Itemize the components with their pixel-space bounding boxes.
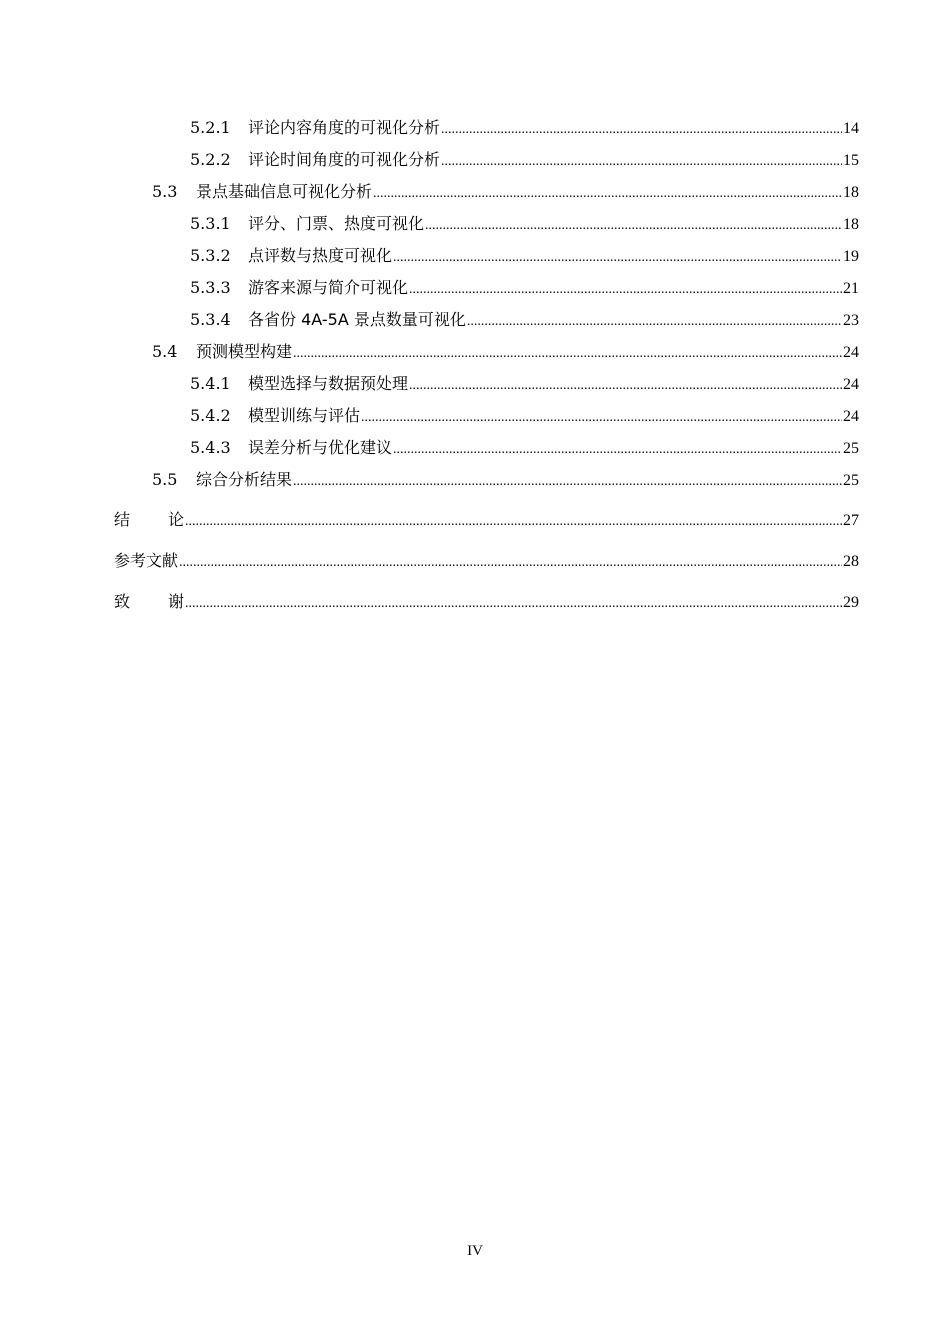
dot-leader [441,152,842,172]
toc-entry-title: 景点基础信息可视化分析 [196,182,373,201]
dot-leader [179,553,842,573]
toc-entry-5-3-4[interactable] [114,310,859,342]
table-of-contents [114,118,859,633]
dot-leader [409,280,842,300]
toc-entry-title: 各省份 4A-5A 景点数量可视化 [248,310,466,329]
toc-entry-page: 18 [843,216,859,233]
toc-entry-number: 5.3.4 [190,310,231,329]
dot-leader [425,216,842,236]
toc-entry-conclusion[interactable] [114,510,859,551]
toc-entry-5-4-1[interactable] [114,374,859,406]
toc-entry-5-4-3[interactable] [114,438,859,470]
toc-entry-title: 参考文献 [114,551,179,570]
toc-entry-page: 15 [843,152,859,169]
toc-entry-number: 5.4 [152,342,178,361]
toc-entry-title: 评论内容角度的可视化分析 [248,118,441,137]
toc-entry-title: 评分、门票、热度可视化 [248,214,425,233]
toc-entry-page: 24 [843,376,859,393]
toc-entry-number: 5.3.2 [190,246,231,265]
dot-leader [441,120,842,140]
toc-entry-title: 模型选择与数据预处理 [248,374,409,393]
toc-entry-page: 29 [843,594,859,611]
dot-leader [373,184,842,204]
dot-leader [185,594,842,614]
toc-entry-5-3[interactable] [114,182,859,214]
dot-leader [393,248,842,268]
toc-entry-number: 5.3.1 [190,214,231,233]
toc-entry-acknowledgements[interactable] [114,592,859,633]
toc-entry-number: 5.3 [152,182,178,201]
toc-entry-page: 25 [843,440,859,457]
dot-leader [361,408,842,428]
dot-leader [293,472,842,492]
toc-entry-page: 23 [843,312,859,329]
toc-entry-page: 28 [843,553,859,570]
toc-entry-title: 模型训练与评估 [248,406,361,425]
toc-entry-page: 14 [843,120,859,137]
toc-entry-page: 24 [843,344,859,361]
toc-entry-page: 24 [843,408,859,425]
toc-entry-number: 5.5 [152,470,178,489]
dot-leader [185,512,842,532]
toc-entry-title: 点评数与热度可视化 [248,246,393,265]
toc-entry-5-3-3[interactable] [114,278,859,310]
toc-entry-title: 致 谢 [114,592,185,611]
dot-leader [293,344,842,364]
toc-entry-number: 5.4.2 [190,406,231,425]
dot-leader [409,376,842,396]
toc-entry-title: 结 论 [114,510,185,529]
toc-entry-5-3-2[interactable] [114,246,859,278]
toc-entry-title: 评论时间角度的可视化分析 [248,150,441,169]
toc-entry-page: 27 [843,512,859,529]
toc-entry-references[interactable] [114,551,859,592]
toc-entry-5-4-2[interactable] [114,406,859,438]
toc-entry-5-3-1[interactable] [114,214,859,246]
toc-entry-number: 5.2.1 [190,118,231,137]
toc-entry-5-4[interactable] [114,342,859,374]
toc-entry-title: 预测模型构建 [196,342,293,361]
toc-entry-page: 21 [843,280,859,297]
toc-entry-page: 18 [843,184,859,201]
toc-entry-page: 19 [843,248,859,265]
toc-entry-title: 误差分析与优化建议 [248,438,393,457]
dot-leader [393,440,842,460]
toc-entry-number: 5.2.2 [190,150,231,169]
toc-entry-number: 5.3.3 [190,278,231,297]
toc-entry-5-2-2[interactable] [114,150,859,182]
dot-leader [467,312,842,332]
toc-entry-page: 25 [843,472,859,489]
page-number-footer: IV [467,1243,483,1259]
toc-entry-5-2-1[interactable] [114,118,859,150]
toc-entry-5-5[interactable] [114,470,859,502]
toc-entry-number: 5.4.3 [190,438,231,457]
toc-entry-number: 5.4.1 [190,374,231,393]
toc-entry-title: 游客来源与简介可视化 [248,278,409,297]
toc-entry-title: 综合分析结果 [196,470,293,489]
